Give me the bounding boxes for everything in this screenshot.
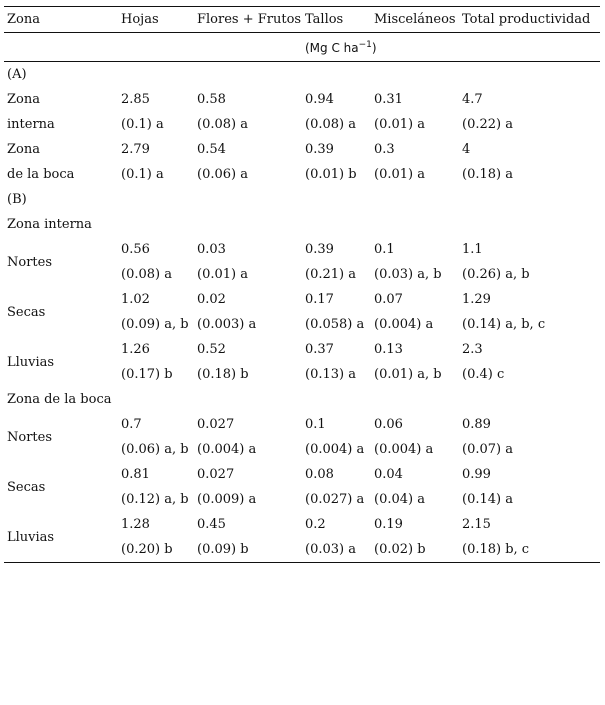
value-miscelaneos: 0.06	[374, 417, 403, 432]
error-flores-frutos: (0.009) a	[197, 492, 257, 507]
season-label: Lluvias	[4, 512, 118, 563]
value-hojas: 2.85	[121, 92, 150, 107]
value-hojas: 2.79	[121, 142, 150, 157]
error-flores-frutos: (0.06) a	[197, 167, 248, 182]
value-flores-frutos: 0.027	[197, 467, 235, 482]
value-flores-frutos: 0.02	[197, 292, 226, 307]
value-total: 1.1	[462, 242, 483, 257]
error-miscelaneos: (0.04) a	[374, 492, 425, 507]
error-flores-frutos: (0.01) a	[197, 267, 248, 282]
error-miscelaneos: (0.02) b	[371, 537, 459, 563]
error-hojas: (0.06) a, b	[121, 442, 189, 457]
value-total: 1.29	[462, 292, 491, 307]
subsection-label-row	[4, 212, 600, 237]
value-miscelaneos: 0.3	[374, 142, 395, 157]
zone-label: interna	[7, 117, 55, 132]
error-tallos: (0.08) a	[305, 117, 356, 132]
units-spacer	[4, 33, 118, 62]
value-tallos: 0.94	[305, 92, 334, 107]
productivity-table	[4, 6, 600, 563]
units-spacer	[118, 33, 194, 62]
error-total: (0.4) c	[462, 367, 505, 382]
header-tallos: Tallos	[302, 7, 371, 33]
value-hojas: 1.28	[121, 517, 150, 532]
error-miscelaneos: (0.01) a, b	[374, 367, 442, 382]
error-tallos: (0.03) a	[302, 537, 371, 563]
units-row	[4, 33, 600, 62]
error-flores-frutos: (0.09) b	[194, 537, 302, 563]
header-hojas: Hojas	[118, 7, 194, 33]
table-row	[4, 412, 600, 437]
header-miscelaneos: Misceláneos	[371, 7, 459, 33]
subsection-label: Zona de la boca	[7, 392, 112, 407]
table-body	[4, 7, 600, 563]
header-zona: Zona	[4, 7, 118, 33]
value-tallos: 0.17	[305, 292, 334, 307]
units-label	[302, 33, 600, 62]
error-miscelaneos: (0.01) a	[374, 117, 425, 132]
season-label: Lluvias	[7, 354, 55, 370]
value-total: 2.15	[462, 517, 491, 532]
value-total: 4	[462, 142, 471, 157]
value-total: 2.3	[462, 342, 483, 357]
value-total: 0.89	[462, 417, 491, 432]
value-miscelaneos: 0.07	[374, 292, 403, 307]
error-hojas: (0.1) a	[121, 167, 164, 182]
error-hojas: (0.1) a	[121, 117, 164, 132]
value-flores-frutos: 0.027	[197, 417, 235, 432]
error-miscelaneos: (0.004) a	[374, 442, 434, 457]
error-hojas: (0.17) b	[121, 367, 173, 382]
header-total: Total productividad	[459, 7, 600, 33]
table-row	[4, 462, 600, 487]
value-tallos: 0.39	[305, 242, 334, 257]
subsection-label-row	[4, 387, 600, 412]
value-hojas: 0.7	[121, 417, 142, 432]
value-hojas: 0.56	[121, 242, 150, 257]
season-label: Secas	[7, 304, 46, 320]
value-tallos: 0.2	[305, 517, 326, 532]
value-hojas: 1.02	[121, 292, 150, 307]
error-flores-frutos: (0.08) a	[197, 117, 248, 132]
units-main: (Mg C ha	[305, 41, 359, 55]
value-flores-frutos: 0.52	[197, 342, 226, 357]
error-miscelaneos: (0.01) a	[374, 167, 425, 182]
season-label: Secas	[7, 479, 46, 495]
error-tallos: (0.027) a	[305, 492, 365, 507]
error-total: (0.14) a	[462, 492, 513, 507]
error-tallos: (0.058) a	[305, 317, 365, 332]
value-tallos: 0.08	[305, 467, 334, 482]
zone-label: Zona	[7, 92, 40, 107]
value-total: 0.99	[462, 467, 491, 482]
value-miscelaneos: 0.31	[374, 92, 403, 107]
value-flores-frutos: 0.58	[197, 92, 226, 107]
error-flores-frutos: (0.18) b	[197, 367, 249, 382]
subsection-label: Zona interna	[7, 217, 92, 232]
zone-label: de la boca	[7, 167, 75, 182]
zone-label: Zona	[7, 142, 40, 157]
units-close: )	[371, 41, 377, 55]
value-hojas: 1.26	[121, 342, 150, 357]
error-hojas: (0.20) b	[118, 537, 194, 563]
error-total: (0.18) b, c	[459, 537, 600, 563]
table-row	[4, 337, 600, 362]
value-flores-frutos: 0.45	[197, 517, 226, 532]
value-miscelaneos: 0.1	[374, 242, 395, 257]
value-flores-frutos: 0.54	[197, 142, 226, 157]
table-row	[4, 112, 600, 137]
units-spacer	[194, 33, 302, 62]
error-total: (0.18) a	[462, 167, 513, 182]
error-total: (0.26) a, b	[462, 267, 530, 282]
error-tallos: (0.004) a	[305, 442, 365, 457]
table-row	[4, 287, 600, 312]
section-a-label: (A)	[7, 67, 27, 82]
section-label-row	[4, 62, 600, 88]
error-hojas: (0.08) a	[121, 267, 172, 282]
table-row	[4, 512, 600, 537]
error-flores-frutos: (0.004) a	[197, 442, 257, 457]
error-tallos: (0.21) a	[305, 267, 356, 282]
error-miscelaneos: (0.004) a	[374, 317, 434, 332]
season-label: Nortes	[7, 429, 53, 445]
value-tallos: 0.37	[305, 342, 334, 357]
error-total: (0.07) a	[462, 442, 513, 457]
error-flores-frutos: (0.003) a	[197, 317, 257, 332]
error-tallos: (0.01) b	[305, 167, 357, 182]
value-tallos: 0.39	[305, 142, 334, 157]
error-hojas: (0.12) a, b	[121, 492, 189, 507]
value-tallos: 0.1	[305, 417, 326, 432]
value-hojas: 0.81	[121, 467, 150, 482]
table-row	[4, 87, 600, 112]
value-miscelaneos: 0.04	[374, 467, 403, 482]
error-hojas: (0.09) a, b	[121, 317, 189, 332]
section-b-label: (B)	[7, 192, 27, 207]
season-label: Nortes	[7, 254, 53, 270]
value-miscelaneos: 0.13	[374, 342, 403, 357]
error-miscelaneos: (0.03) a, b	[374, 267, 442, 282]
error-total: (0.22) a	[462, 117, 513, 132]
error-total: (0.14) a, b, c	[462, 317, 546, 332]
header-row	[4, 7, 600, 33]
table-row	[4, 137, 600, 162]
error-tallos: (0.13) a	[305, 367, 356, 382]
table-row	[4, 237, 600, 262]
units-exponent: −1	[358, 40, 372, 50]
value-total: 4.7	[462, 92, 483, 107]
value-miscelaneos: 0.19	[374, 517, 403, 532]
section-label-row	[4, 187, 600, 212]
table-row	[4, 162, 600, 187]
header-flores-frutos: Flores + Frutos	[194, 7, 302, 33]
value-flores-frutos: 0.03	[197, 242, 226, 257]
